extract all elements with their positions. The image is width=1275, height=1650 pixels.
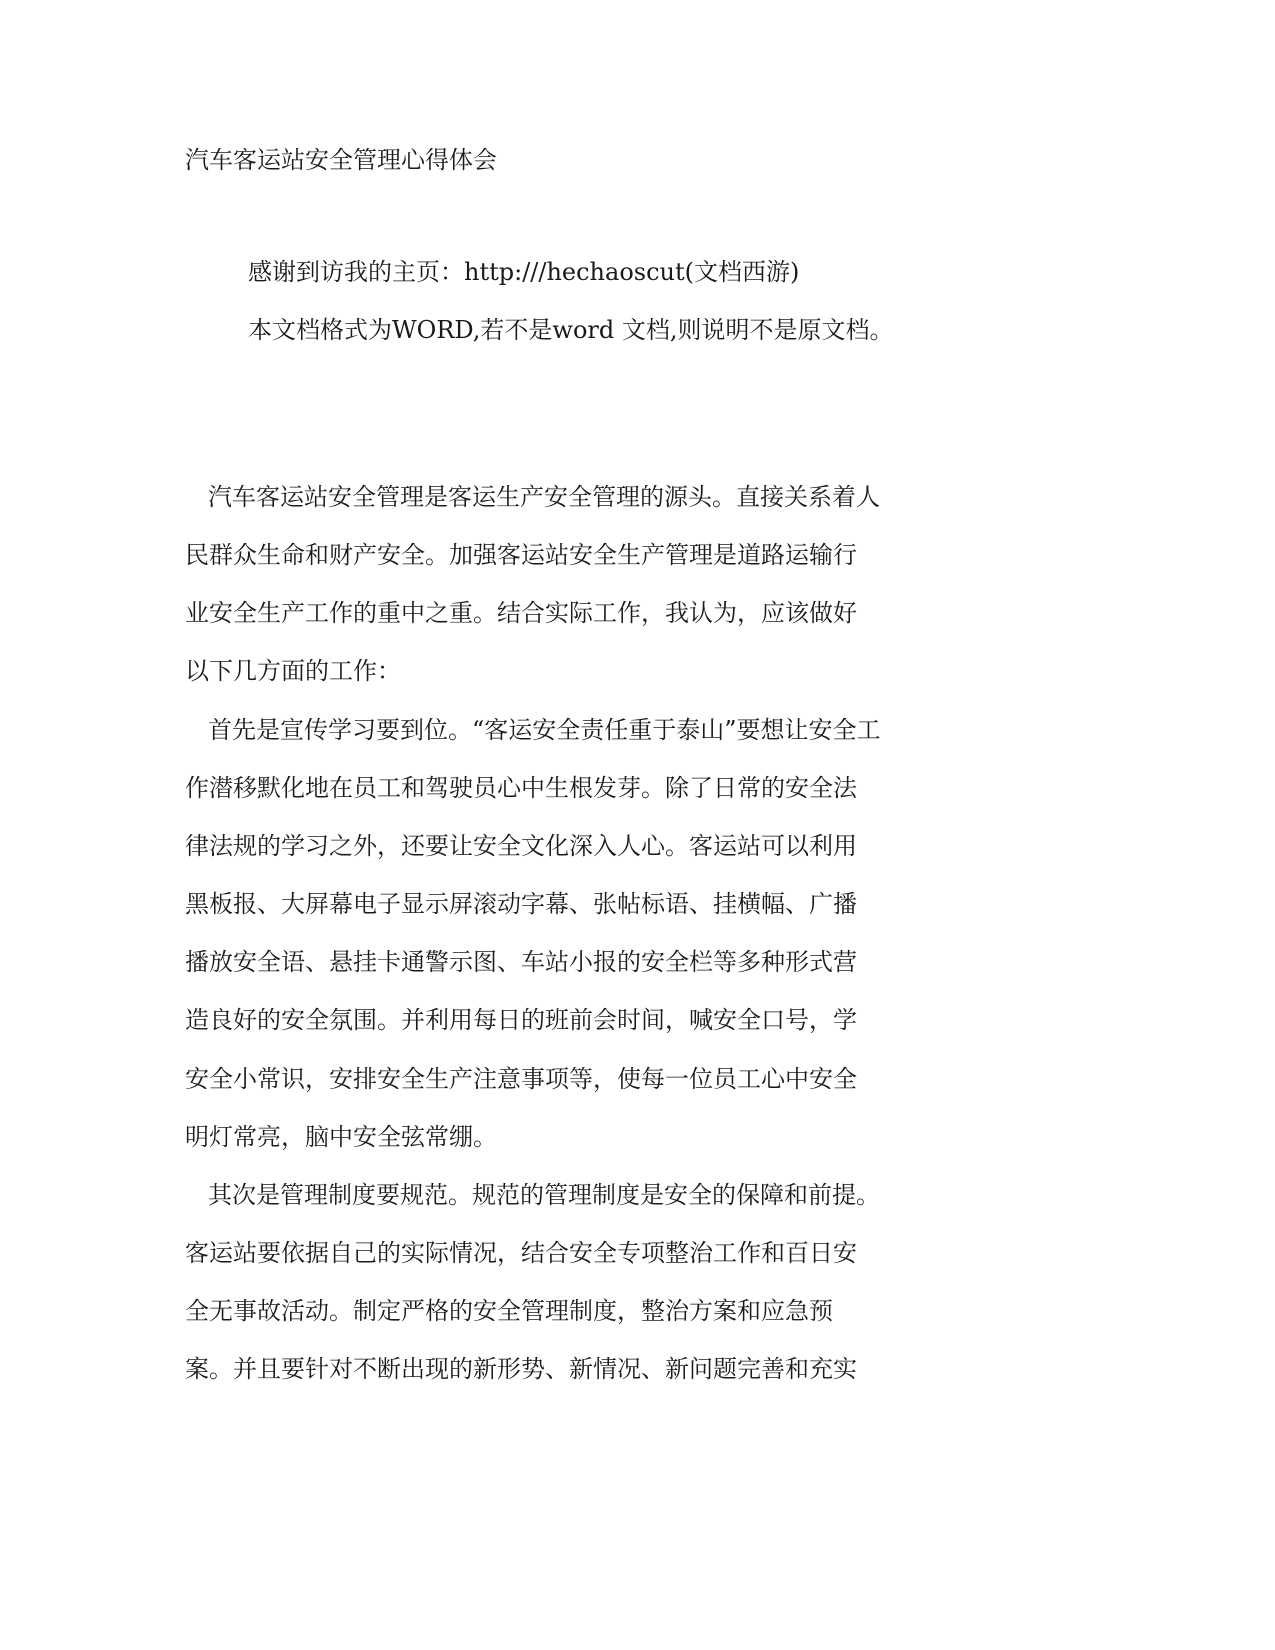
- notice-line: 感谢到访我的主页：http:///hechaoscut(文档西游): [248, 258, 800, 286]
- paragraph-line: 播放安全语、悬挂卡通警示图、车站小报的安全栏等多种形式营: [185, 948, 857, 976]
- paragraph-line: 汽车客运站安全管理是客运生产安全管理的源头。直接关系着人: [208, 483, 880, 511]
- paragraph-line: 业安全生产工作的重中之重。结合实际工作，我认为，应该做好: [185, 599, 857, 627]
- paragraph-line: 首先是宣传学习要到位。“客运安全责任重于泰山”要想让安全工: [208, 716, 881, 744]
- paragraph-line: 明灯常亮，脑中安全弦常绷。: [185, 1123, 497, 1151]
- paragraph-line: 作潜移默化地在员工和驾驶员心中生根发芽。除了日常的安全法: [185, 774, 857, 802]
- paragraph-line: 客运站要依据自己的实际情况，结合安全专项整治工作和百日安: [185, 1239, 857, 1267]
- paragraph-line: 安全小常识，安排安全生产注意事项等，使每一位员工心中安全: [185, 1065, 857, 1093]
- paragraph-line: 民群众生命和财产安全。加强客运站安全生产管理是道路运输行: [185, 541, 857, 569]
- paragraph-line: 黑板报、大屏幕电子显示屏滚动字幕、张帖标语、挂横幅、广播: [185, 890, 857, 918]
- paragraph-line: 案。并且要针对不断出现的新形势、新情况、新问题完善和充实: [185, 1355, 857, 1383]
- document-title: 汽车客运站安全管理心得体会: [185, 146, 497, 174]
- paragraph-line: 造良好的安全氛围。并利用每日的班前会时间，喊安全口号，学: [185, 1006, 857, 1034]
- paragraph-line: 以下几方面的工作：: [185, 657, 401, 685]
- notice-line: 本文档格式为WORD,若不是word 文档,则说明不是原文档。: [248, 316, 894, 344]
- paragraph-line: 律法规的学习之外，还要让安全文化深入人心。客运站可以利用: [185, 832, 857, 860]
- paragraph-line: 其次是管理制度要规范。规范的管理制度是安全的保障和前提。: [208, 1181, 880, 1209]
- paragraph-line: 全无事故活动。制定严格的安全管理制度，整治方案和应急预: [185, 1297, 833, 1325]
